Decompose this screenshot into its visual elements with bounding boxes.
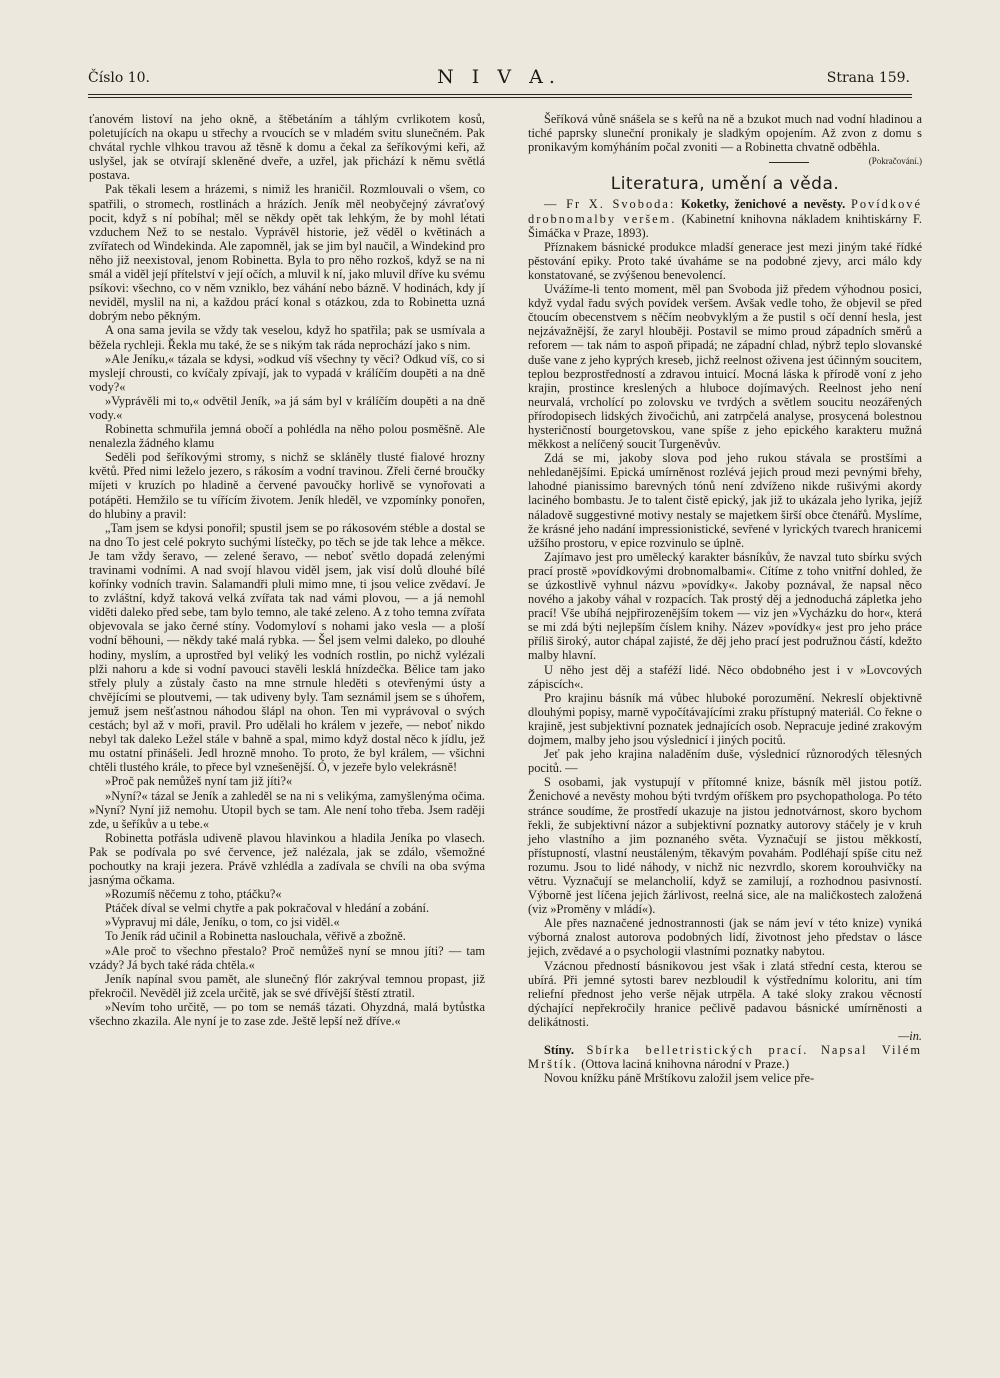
journal-title: N I V A. [437, 66, 561, 88]
review1-author: — Fr X. Svoboda: [544, 197, 676, 212]
page-header [88, 66, 910, 90]
review2-publisher: (Ottova laciná knihovna národní v Praze.) [581, 1057, 790, 1072]
story-paragraph: To Jeník rád učinil a Robinetta naslouchala, věřivě a zbožně. [105, 929, 406, 944]
review2-subtitle: Sbírka belletristických prací. [586, 1043, 809, 1058]
story-ending: Šeříková vůně snášela se s keřů na ně a bzukot much nad vodní hladinou a tiché paprsky sluneční pronikaly je sladkým opojením. Až zvon z domu s pronikavým komýháním počal zvoniti — a Robinetta chvatně odběhla. [528, 112, 922, 155]
review-paragraph: Zdá se mi, jakoby slova pod jeho rukou stávala se prostšími a nehledanějšími. Epická umírněnost rozlévá jejich proud mezi pevnými břehy, lahodné pianissimo barevných tónů není zdvíženo nikde rušivými akordy laciného bombastu. Je to talent čistě epický, jak již to ukázala jeho lyrika, jejíž náladově suggestivné motivy nestaly se majetkem širší obce čtenářů. Myslíme, že krásné jeho nadání impressionistické, sevřené v lyrických tvarech hranicemi užšího prostoru, v epice rozvinulo se úplně. [528, 451, 922, 550]
story-paragraph: »Ale Jeníku,« tázala se kdysi, »odkud víš všechny ty věci? Odkud víš, co si myslejí chrousti, co kvíčaly zpívají, jak to vypadá v králíčím doupěti a na dně vody?« [89, 351, 485, 394]
story-paragraph: »Nyní?« tázal se Jeník a zahleděl se na ni s velikýma, zamyšlenýma očima. »Nyní? Nyní již nemohu. Utopil bych se tam. Ale není toho třeba. Jsem raději zde, u šeříkův a u tebe.« [89, 788, 485, 831]
story-paragraph: Seděli pod šeříkovými stromy, s nichž se skláněly tlusté fialové hrozny květů. Před nimi leželo jezero, s rákosím a vodní travinou. Zřeli černé broučky míjeti v kruzích po hladině a červené pavoučky horlivě se vynořovati a potápěti. Hemžilo se tu vířícím životem. Jeník hleděl, ve vzpomínky ponořen, do hlubiny a pravil: [89, 450, 485, 521]
header-rule [88, 94, 912, 98]
review1-subtitle: Povídkové drobnomalby veršem. [528, 197, 922, 226]
review1-lead [528, 197, 922, 239]
page-number: Strana 159. [826, 70, 910, 86]
story-paragraph: ťanovém listoví na jeho okně, a štěbetáním a táhlým cvrlikotem kosů, poletujících na okapu u střechy a rvoucích se v mladém svitu slunečném. Pak chvátal rychle vlhkou travou až těsně k domu a čekal za šeříkovými keři, až uslyšel, jak se otvírají skleněné dveře, a uzřel, jak přichází k němu světlá postava. [89, 112, 485, 183]
story-paragraph: »Ale proč to všechno přestalo? Proč nemůžeš nyní se mnou jíti? — tam vzády? Já bych také ráda chtěla.« [89, 943, 485, 972]
review-paragraph: Zajímavo jest pro umělecký karakter básníkův, že navzal tuto sbírku svých prací prostě »povídkovými drobnomalbami«. Cítíme z toho vnitřní dohled, že se úzkostlivě vyhnul názvu »povídky«. Jakoby poznával, že napsal něco nového a jakoby váhal v rozpacích. Tak prostý děj a jednoduchá zápletka jeho prací! Vše ubíhá nejpřirozenějším tokem — viz jen »Vycházku do hor«, která se mi zdá býti nejlepším číslem knihy. Název »povídky« jest pro jeho práce příliš široký, autor chápal zajisté, že děj jeho prací jest podružnou částí, kdežto malby hlavní. [528, 549, 922, 663]
review-paragraph: Jeť pak jeho krajina naladěním duše, výslednicí různorodých tělesných pocitů. — [528, 747, 922, 776]
story-paragraph: „Tam jsem se kdysi ponořil; spustil jsem se po rákosovém stéble a dostal se na dno To jest celé pokryto suchými lístečky, po těch se jde tak lehce a měkce. Je tam vždy šeravo, — zelené šeravo, — neboť světlo dopadá zelenými travinami vodními. A nad svojí hlavou viděl jsem, jak visí dolů dlouhé bílé kořínky vodních travin. Salamandři pluli mimo mne, ti jsou velice zvědaví. Je to zvláštní, když taková velká zvířata tak nad vámi plovou, — a já nemohl viděti daleko před sebe, tam bylo temno, ale také zeleno. A z toho temna zvířata objevovala se jako černé stíny. Vodomyloví s nohami jako vesla — a ploší vodní běhouni, — někdy také malá rybka. — Šel jsem velmi daleko, po dlouhé hodiny, myslím, a uprostřed byl veliký les vodních rostlin, po nichž vylézali plži nahoru a kde si vodní pavouci stavěli lesklá hnízdečka. Bělice tam jako střely pluly a zůstaly často na mne strnule hleděti s otevřenými ústy a chvějícími se ploutvemi, — tak udiveny byly. Tam seznámil jsem se s úhořem, jemuž jsem nešťastnou náhodou šlápl na ohon. Ten mi vyprávoval o svých cestách; byl až v moři, pravil. Pro udělali ho králem v jezeře, — neboť nikdo nebyl tak daleko Ležel stále v bahně a spal, mimo když dostal něco k jídlu, jež mu ostatní přinášeli. Jedl hrozně mnoho. To proto, že byl králem, — všichni chtěli tlustého krále, to přece byl vznešenější. Ó, v jezeře bylo velekrásně! [89, 520, 486, 775]
continued-label: (Pokračování.) [868, 156, 922, 167]
review1-book-title: Koketky, ženichové a nevěsty. [680, 197, 846, 212]
continued-note [528, 154, 922, 168]
review2-lead [528, 1043, 922, 1071]
review2-author: Napsal Vilém Mrštík. [528, 1043, 922, 1072]
right-column [528, 112, 922, 1085]
review1-body [528, 240, 922, 1029]
review2-continuation: Novou knížku páně Mrštíkovu založil jsem velice pře- [544, 1071, 815, 1086]
story-paragraph: Robinetta potřásla udiveně plavou hlavinkou a hladila Jeníka po vlasech. Pak se podívala po své července, jež nalézala, jak se zdálo, všemožné pochoutky na kraji jezera. Právě vzhlédla a zadívala se chvíli na oba svýma jasnýma očkama. [89, 830, 485, 888]
review-paragraph: U něho jest děj a staféží lidé. Něco obdobného jest i v »Lovcových zápiscích«. [528, 662, 922, 691]
short-rule [769, 162, 809, 163]
left-column [89, 112, 485, 1028]
review-paragraph: Pro krajinu básník má vůbec hluboké porozumění. Nekreslí objektivně dlouhými popisy, marně vypočítávajícími zraku přístupný materiál. Co řekne o krajině, jest subjektivní poznatek jednajících osob. Nepracuje jediné zrakovým dojmem, malby jeho jsou výslednicí i jiných pocitů. [528, 690, 922, 748]
review2-book-title: Stíny. [544, 1043, 574, 1058]
review-paragraph: Ale přes naznačené jednostrannosti (jak se nám jeví v této knize) vyniká výborná znalost autorova podobných lidí, životnost jeho představ o lásce jejich, zvědavé a o psychologii vlastními poznatky nabytou. [528, 916, 922, 959]
story-paragraph: Jeník napínal svou pamět, ale slunečný flór zakrýval temnou propast, již překročil. Nevěděl již zcela určitě, jak se své dřívější štěstí ztratil. [89, 971, 485, 1000]
review-paragraph: Vzácnou předností básnikovou jest však i zlatá střední cesta, kterou se ubírá. Při jemné sytosti barev nezbloudil k výstřednímu koloritu, ani tím reliefní přednost jeho verše nějak utrpěla. A také sloky zrakou věcností dýchající nepřekročily hranice pečlivě padavou básnické umírněnosti a delikátnosti. [528, 958, 922, 1029]
review1-publisher: (Kabinetní knihovna nákladem knihtiskárny F. Šimáčka v Praze, 1893). [528, 211, 922, 240]
story-paragraph: Pak těkali lesem a hrázemi, s nimiž les hraničil. Rozmlouvali o všem, co spatřili, o stromech, rostlinách a hrázích. Jeník měl neobyčejný závraťový pocit, když s ní pobíhal; měl se někdy opět tak lehkým, že by mohl létati vzduchem Než to se nestalo. Vyprávěl historie, jež věděl o květinách a zvířatech od Windekinda. Ale zapomněl, jak se jim byl naučil, a Windekind pro něho již neexistoval, jenom Robinetta. Byla to pro něho rozkoš, když se na ni smál a viděl její přítelství v její očích, a mluvil k ní, jako mluvil dříve ku svému psíkovi: všechno, co v něm vzniklo, bez váhání nebo bázně. V hodinách, kdy jí neviděl, myslil na ni, a každou prácí konal s otázkou, zda to Robinetta uzná dobrým nebo pěkným. [89, 182, 485, 324]
issue-number: Číslo 10. [88, 70, 150, 86]
story-paragraph: »Rozumíš něčemu z toho, ptáčku?« [105, 887, 282, 902]
review-paragraph: S osobami, jak vystupují v přítomné knize, básník měl jistou potíž. Ženichové a nevěsty mohou býti tvrdým oříškem pro psychopathologa. Po této stránce soudíme, že prostředí ukazuje na jistou jednotvárnost, skoro bychom řekli, že subjektivní názor a subjektivní poznatky autorovy stáčely je v kruh jeho vlastního a jim poznaného světa. Vyznačují se jistou měkkostí, přístupností, vlastní neustáleným, těkavým povahám. Podléhají spíše citu než rozumu. Jsou to lidé náhody, v nichž nic nezvrdlo, skorem korouhvičky na větru. Vyznačují se melancholií, když se zamilují, a rozhodnou pasivností. Výborně jest líčena jejich žárlivost, reelná sice, ale na maličkostech založená (viz »Proměny v mládí«). [528, 775, 922, 917]
story-paragraph: Robinetta schmuřila jemná obočí a pohlédla na něho polou posměšně. Ale nenalezla žádného klamu [89, 422, 485, 451]
story-paragraph: »Vyprávěli mi to,« odvětil Jeník, »a já sám byl v králíčím doupěti a na dně vody.« [89, 393, 485, 422]
story-paragraph: Ptáček díval se velmi chytře a pak pokračoval v hledání a zobání. [105, 901, 430, 916]
story-paragraph: »Proč pak nemůžeš nyní tam již jíti?« [105, 774, 293, 789]
story-paragraph: »Vypravuj mi dále, Jeníku, o tom, co jsi viděl.« [105, 915, 340, 930]
review-paragraph: Uvážíme-li tento moment, měl pan Svoboda již předem výhodnou posici, když vydal řadu svých povídek veršem. Avšak vedle toho, že objevil se před čtoucím obecenstvem s něčím neobvyklým a že pustil s očí denní hesla, jest nejzávažnější, že zaryl hlouběji. Postavil se mimo proud západních směrů a reforem — tak nám to aspoň připadá; ne západní chlad, nýbrž teplo slovanské duše vane z jeho kyprých kreseb, jichž reelnost oživena jest účinným soucitem, teplou bezprostředností a zdravou intuicí. Mocná láska k přírodě voní z jeho krajin, prostince kreslených a hluboce dojímavých. Reelnost jeho není neurvalá, vrcholící po zolovsku ve tvrdých a světlem soucitu neozářených přírodopisech lidských živočichů, ani zatrpčelá analyse, prosycená bolestnou hysteričností bourgetovskou, vane spíše z jeho epického karakteru mužná měkkost a nelíčený soucit Turgeněvův. [528, 282, 922, 452]
review-paragraph: Příznakem básnické produkce mladší generace jest mezi jiným také řídké pěstování epiky. Proto také úvaháme se na podobné zjevy, arci málo kdy konstatované, se zvýšenou benevolencí. [528, 239, 922, 282]
story-paragraph: »Nevím toho určitě, — po tom se nemáš tázati. Ohyzdná, malá bytůstka všechno zkazila. Ale nyní je to zase zde. Ještě lepší než dříve.« [89, 999, 485, 1028]
section-title: Literatura, umění a věda. [610, 174, 840, 195]
review1-signature: —in. [898, 1029, 922, 1043]
story-paragraph: A ona sama jevila se vždy tak veselou, když ho spatřila; pak se usmívala a běžela rychleji. Řekla mu také, že se s nikým tak ráda neprochází jako s nim. [89, 323, 485, 352]
